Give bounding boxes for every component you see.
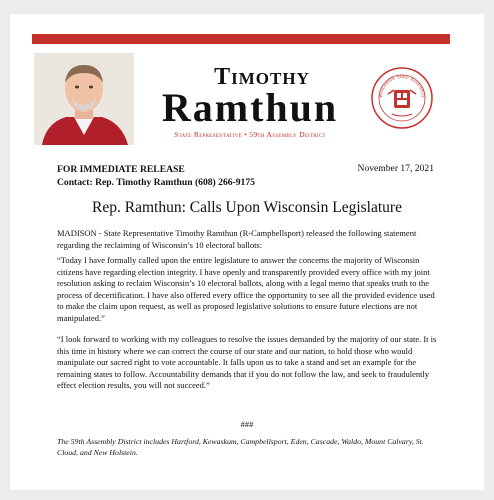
release-info <box>57 163 255 189</box>
representative-title: State Representative • 59th Assembly District <box>174 130 326 139</box>
press-release-page <box>10 14 484 490</box>
svg-text:Wisconsin State Assembly: Wisconsin State Assembly <box>377 73 427 99</box>
end-separator: ### <box>240 419 254 429</box>
representative-first-name: Timothy <box>214 64 310 90</box>
representative-portrait <box>34 53 134 145</box>
header-accent-bar <box>32 34 450 44</box>
release-label: FOR IMMEDIATE RELEASE <box>57 164 185 175</box>
release-date: November 17, 2021 <box>357 163 434 174</box>
body-paragraph-1: MADISON - State Representative Timothy Ramthun (R-Campbellsport) released the following statement regarding the reclaiming of Wisconsin’s 10 electoral ballots: <box>57 228 417 250</box>
district-footer: The 59th Assembly District includes Hartford, Kewaskum, Campbellsport, Eden, Cascade, Waldo, Mount Calvary, St. Cloud, and New Holstein. <box>57 437 424 457</box>
body-paragraph-2: “Today I have formally called upon the entire legislature to answer the concerns the majority of Wisconsin citizens have regarding election integrity. I have openly and transparently provided every office with my joint resolution asking to reclaim Wisconsin’s 10 electoral ballots, along with a legal memo that speaks truth to the process of decertification. I have also offered every office the opportunity to see all the provided evidence used to make the claim upon request, as well as proposed legislative solutions to ensure future elections are not manipulated.” <box>57 255 435 323</box>
assembly-seal-icon <box>370 66 434 130</box>
representative-last-name: Ramthun <box>161 85 339 130</box>
press-release-headline: Rep. Ramthun: Calls Upon Wisconsin Legislature <box>92 199 402 216</box>
release-contact: Contact: Rep. Timothy Ramthun (608) 266-9175 <box>57 177 255 188</box>
body-paragraph-3: “I look forward to working with my colleagues to resolve the issues demanded by the majority of our state. It is this time in history where we can correct the course of our state and our nation, to hold those who would manipulate our sacred right to vote accountable. It falls upon us to take a stand and set an example for the remaining states to follow. Accountability demands that if you do not follow the law, and seek to fraudulently effect election results, you will not succeed.” <box>57 334 437 390</box>
